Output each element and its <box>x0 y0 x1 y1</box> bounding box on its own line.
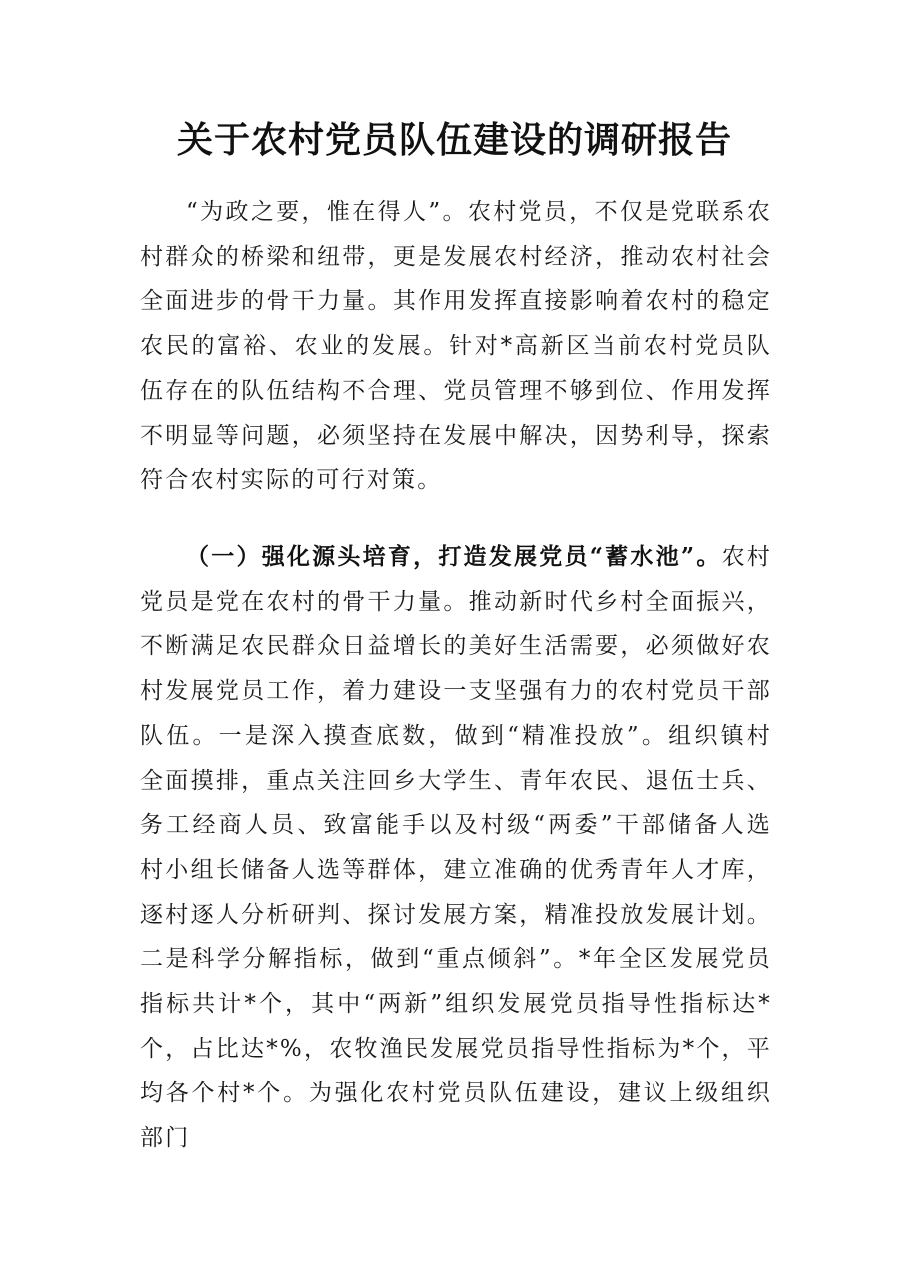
paragraph-intro-text: “为政之要，惟在得人”。农村党员，不仅是党联系农村群众的桥梁和纽带，更是发展农村经济，推动农村社会全面进步的骨干力量。其作用发挥直接影响着农村的稳定农民的富裕、农业的发展。针对*高新区当前农村党员队伍存在的队伍结构不合理、党员管理不够到位、作用发挥不明显等问题，必须坚持在发展中解决，因势利导，探索符合农村实际的可行对策。 <box>140 199 772 494</box>
paragraph-section-1 <box>140 535 772 1161</box>
paragraph-intro <box>140 190 772 503</box>
section-1-heading: （一）强化源头培育，打造发展党员“蓄水池”。 <box>186 543 722 570</box>
section-1-text: 农村党员是党在农村的骨干力量。推动新时代乡村全面振兴，不断满足农民群众日益增长的美好生活需要，必须做好农村发展党员工作，着力建设一支坚强有力的农村党员干部队伍。一是深入摸查底数，做到“精准投放”。组织镇村全面摸排，重点关注回乡大学生、青年农民、退伍士兵、务工经商人员、致富能手以及村级“两委”干部储备人选村小组长储备人选等群体，建立准确的优秀青年人才库，逐村逐人分析研判、探讨发展方案，精准投放发展计划。二是科学分解指标，做到“重点倾斜”。*年全区发展党员指标共计*个，其中“两新”组织发展党员指导性指标达*个，占比达*%，农牧渔民发展党员指导性指标为*个，平均各个村*个。为强化农村党员队伍建设，建议上级组织部门 <box>140 544 772 1152</box>
document-title: 关于农村党员队伍建设的调研报告 <box>176 119 732 161</box>
